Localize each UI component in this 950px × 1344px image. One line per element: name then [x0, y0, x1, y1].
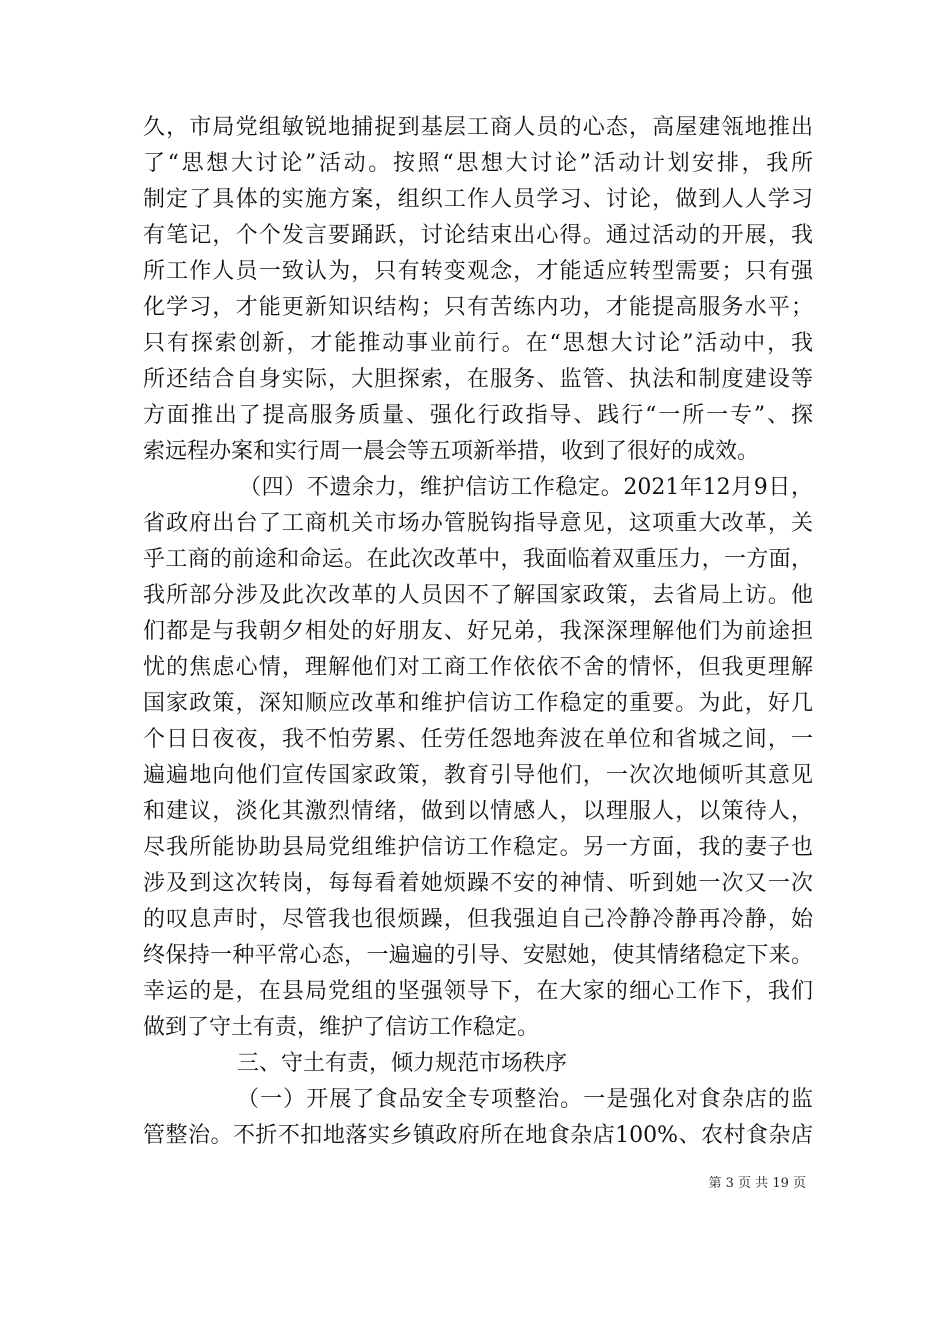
text-line: 和建议，淡化其激烈情绪，做到以情感人，以理服人，以策待人，	[143, 799, 813, 824]
text-line: 所工作人员一致认为，只有转变观念，才能适应转型需要；只有强	[143, 259, 813, 284]
text-line: 涉及到这次转岗，每每看着她烦躁不安的神情、听到她一次又一次	[143, 871, 813, 896]
page-number-footer: 第 3 页 共 19 页	[708, 1176, 806, 1191]
text-line: 了“思想大讨论”活动。按照“思想大讨论”活动计划安排，我所	[143, 151, 813, 176]
text-line: 国家政策，深知顺应改革和维护信访工作稳定的重要。为此，好几	[143, 691, 813, 716]
text-line: 只有探索创新，才能推动事业前行。在“思想大讨论”活动中，我	[143, 331, 813, 356]
text-line: 终保持一种平常心态，一遍遍的引导、安慰她，使其情绪稳定下来。	[143, 943, 813, 968]
text-line: 管整治。不折不扣地落实乡镇政府所在地食杂店100%、农村食杂店	[143, 1123, 813, 1148]
text-line: 幸运的是，在县局党组的坚强领导下，在大家的细心工作下，我们	[143, 979, 813, 1004]
text-line: 制定了具体的实施方案，组织工作人员学习、讨论，做到人人学习	[143, 187, 813, 212]
text-line: 久，市局党组敏锐地捕捉到基层工商人员的心态，高屋建瓴地推出	[143, 115, 813, 140]
text-line: 省政府出台了工商机关市场办管脱钩指导意见，这项重大改革，关	[143, 511, 813, 536]
text-line: 忧的焦虑心情，理解他们对工商工作依依不舍的情怀，但我更理解	[143, 655, 813, 680]
section-heading-3: 三、守土有责，倾力规范市场秩序	[237, 1051, 568, 1076]
text-line: 做到了守土有责，维护了信访工作稳定。	[143, 1015, 540, 1040]
text-line: 个日日夜夜，我不怕劳累、任劳任怨地奔波在单位和省城之间，一	[143, 727, 813, 752]
text-line: 尽我所能协助县局党组维护信访工作稳定。另一方面，我的妻子也	[143, 835, 813, 860]
text-line: 遍遍地向他们宣传国家政策，教育引导他们，一次次地倾听其意见	[143, 763, 813, 788]
section-heading-4: （四）不遗余力，维护信访工作稳定。2021年12月9日，	[239, 475, 813, 500]
text-line: 有笔记，个个发言要踊跃，讨论结束出心得。通过活动的开展，我	[143, 223, 813, 248]
text-line: 的叹息声时，尽管我也很烦躁，但我强迫自己冷静冷静再冷静，始	[143, 907, 813, 932]
text-line: 索远程办案和实行周一晨会等五项新举措，收到了很好的成效。	[143, 439, 760, 464]
text-line: 我所部分涉及此次改革的人员因不了解国家政策，去省局上访。他	[143, 583, 813, 608]
text-line: 们都是与我朝夕相处的好朋友、好兄弟，我深深理解他们为前途担	[143, 619, 813, 644]
body-text	[143, 110, 813, 1154]
text-line: 化学习，才能更新知识结构；只有苦练内功，才能提高服务水平；	[143, 295, 813, 320]
text-line: 乎工商的前途和命运。在此次改革中，我面临着双重压力，一方面，	[143, 547, 813, 572]
text-line: 所还结合自身实际，大胆探索，在服务、监管、执法和制度建设等	[143, 367, 813, 392]
text-line: 方面推出了提高服务质量、强化行政指导、践行“一所一专”、探	[143, 403, 813, 428]
section-heading-3-1: （一）开展了食品安全专项整治。一是强化对食杂店的监	[237, 1087, 813, 1112]
